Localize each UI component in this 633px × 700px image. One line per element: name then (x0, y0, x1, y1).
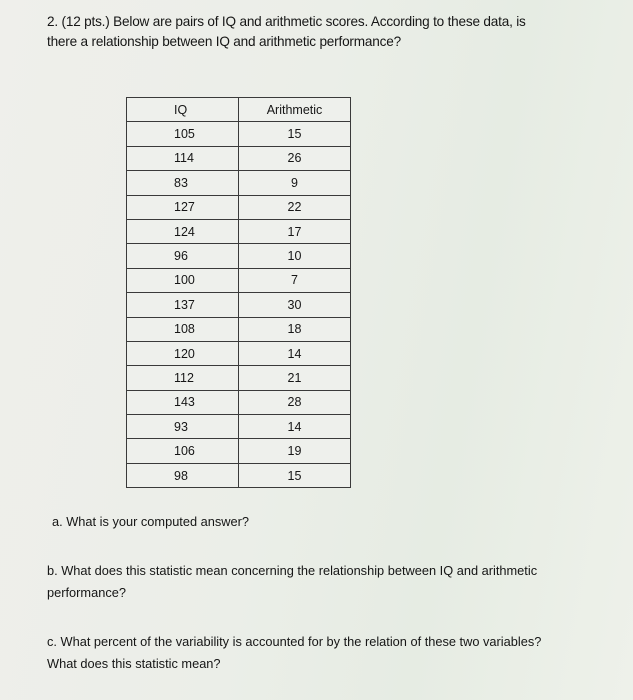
arithmetic-cell: 9 (239, 171, 351, 195)
table-row (127, 415, 351, 439)
iq-cell: 93 (127, 415, 239, 439)
iq-cell: 124 (127, 219, 239, 243)
arithmetic-cell: 15 (239, 122, 351, 146)
arithmetic-cell: 10 (239, 244, 351, 268)
question-text (47, 12, 607, 52)
arithmetic-cell: 28 (239, 390, 351, 414)
part-c-line-1: c. What percent of the variability is accounted for by the relation of these two variables? (47, 634, 542, 649)
iq-cell: 137 (127, 293, 239, 317)
table-row (127, 463, 351, 487)
iq-cell: 120 (127, 341, 239, 365)
arithmetic-cell: 15 (239, 463, 351, 487)
table-row (127, 366, 351, 390)
column-header-iq: IQ (127, 98, 239, 122)
table-row (127, 195, 351, 219)
table-row (127, 317, 351, 341)
table-header-row (127, 98, 351, 122)
question-line-1: 2. (12 pts.) Below are pairs of IQ and arithmetic scores. According to these data, is (47, 14, 526, 29)
column-header-arithmetic: Arithmetic (239, 98, 351, 122)
arithmetic-cell: 14 (239, 341, 351, 365)
table-row (127, 341, 351, 365)
iq-cell: 98 (127, 463, 239, 487)
table-row (127, 293, 351, 317)
table-row (127, 439, 351, 463)
iq-cell: 143 (127, 390, 239, 414)
part-a (52, 511, 612, 533)
table-row (127, 122, 351, 146)
iq-cell: 106 (127, 439, 239, 463)
iq-cell: 105 (127, 122, 239, 146)
table-row (127, 390, 351, 414)
table-row (127, 219, 351, 243)
iq-cell: 100 (127, 268, 239, 292)
iq-cell: 127 (127, 195, 239, 219)
table-row (127, 146, 351, 170)
arithmetic-cell: 22 (239, 195, 351, 219)
arithmetic-cell: 19 (239, 439, 351, 463)
iq-cell: 108 (127, 317, 239, 341)
table-row (127, 268, 351, 292)
arithmetic-cell: 30 (239, 293, 351, 317)
part-a-text: a. What is your computed answer? (52, 514, 250, 529)
iq-cell: 83 (127, 171, 239, 195)
iq-cell: 114 (127, 146, 239, 170)
table-body (127, 122, 351, 488)
iq-cell: 96 (127, 244, 239, 268)
table-row (127, 171, 351, 195)
arithmetic-cell: 7 (239, 268, 351, 292)
arithmetic-cell: 21 (239, 366, 351, 390)
part-c (47, 631, 607, 675)
arithmetic-cell: 14 (239, 415, 351, 439)
arithmetic-cell: 26 (239, 146, 351, 170)
question-line-2: there a relationship between IQ and arithmetic performance? (47, 34, 401, 49)
arithmetic-cell: 17 (239, 219, 351, 243)
arithmetic-cell: 18 (239, 317, 351, 341)
part-b-line-1: b. What does this statistic mean concerning the relationship between IQ and arithmetic (47, 563, 538, 578)
part-c-line-2: What does this statistic mean? (47, 656, 221, 671)
part-b-line-2: performance? (47, 585, 126, 600)
part-b (47, 560, 607, 604)
iq-arithmetic-table (126, 97, 351, 488)
table-row (127, 244, 351, 268)
iq-cell: 112 (127, 366, 239, 390)
